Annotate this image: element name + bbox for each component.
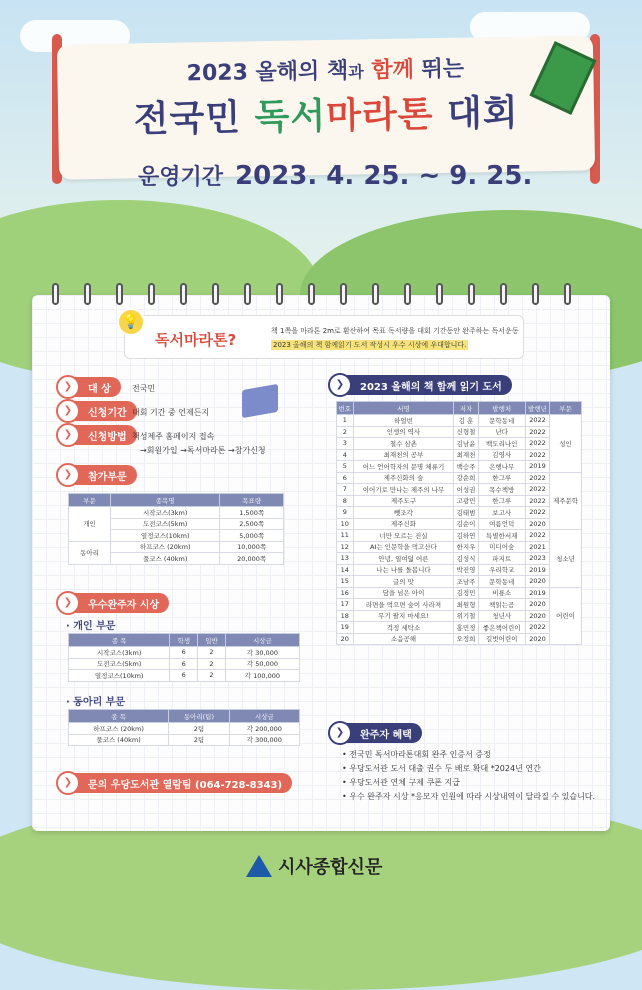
ring [180,283,187,305]
book-row: 10 제주신화 김순이 여름언덕 2020 [337,518,582,530]
book-category: 어린이 [550,587,582,645]
book-row: 4 최재천의 공부 최재천 김영사 2022 [337,449,582,461]
benefits-pill: ❯ 완주자 혜택 [332,723,422,743]
book-row: 13 안녕, 열여덟 어른 김성식 파지트 2023 [337,553,582,565]
method-value-1: 책성제주 홈페이지 접속 [132,432,215,441]
period-value: 대회 기간 중 언제든지 [132,408,210,417]
event-period: 운영기간 2023. 4. 25. ~ 9. 25. [138,161,533,191]
book-category: 제주문학 [550,472,582,530]
books-table: 번호 서명 저자 발행처 발행년 부문 1 하얼빈 김 훈 문학동네 2022 성인 2 인생의 역사 신형철 난다 2022 3 철수 삼촌 김남윤 백도리나인 2022 4 최재천의 공부 최재천 김영사 2022 5 어느 언어학자의 문명 체류기 백승주 은행나무 2019 6 제주신화의 숲 강순희 한그루 2022 제주문학 7 이어기로 만나는 제주의 나무 이성권 목수책방 2022 8 제주도구 고광민 한그루 2022 9 뺏조각 김태범 보고사 2022 10 제주신화 김순이 여름언덕 2020 11 너만 모르는 진실 김하연 특별한서재 2022 청소년 12 AI는 인문학을 먹고산다 한지우 미디어숲 2021 13 안녕, 열여덟 어른 김성식 파지트 2023 14 나는 나를 돌봅니다 박진영 우리학교 2019 15 글의 맛 조남주 문학동네 2020 16 담을 넘은 아이 김정민 비룡소 2019 어린이 17 라면을 먹으면 숲이 사라져 최원형 책읽는곰 2020 18 무기 팔지 마세요! 위기철 청년사 2020 19 걱정 세탁소 홍민정 좋은책어린이 2022 20 소음공해 오정희 길벗어린이 2020 [336,401,582,645]
book-row: 19 걱정 세탁소 홍민정 좋은책어린이 2022 [337,622,582,634]
ring [52,283,59,305]
chevron-icon: ❯ [328,721,352,745]
chevron-icon: ❯ [56,591,80,615]
title-line-2: 전국민 독서마라톤 대회 [133,92,519,141]
ring [340,283,347,305]
book-row: 11 너만 모르는 진실 김하연 특별한서재 2022 청소년 [337,530,582,542]
book-row: 18 무기 팔지 마세요! 위기철 청년사 2020 [337,610,582,622]
benefit-item: • 전국민 독서마라톤대회 완주 인증서 증정 [342,750,491,759]
participation-pill: ❯ 참가부문 [60,465,137,485]
ring [404,283,411,305]
title-banner [57,35,595,179]
books-pill: ❯ 2023 올해의 책 함께 읽기 도서 [332,375,512,395]
logo-mark-icon [246,855,272,877]
personal-awards-title: · 개인 부문 [66,621,116,632]
book-row: 20 소음공해 오정희 길벗어린이 2020 [337,633,582,645]
chevron-icon: ❯ [56,375,80,399]
ring [212,283,219,305]
ring [308,283,315,305]
book-category: 성인 [550,415,582,473]
question-line-1: 책 1쪽을 마라톤 2m로 환산하여 목표 독서량을 대회 기간동안 완주하는 독서운동 [271,327,519,335]
target-value: 전국민 [132,384,156,393]
ring [84,283,91,305]
book-category: 청소년 [550,530,582,588]
book-row: 12 AI는 인문학을 먹고산다 한지우 미디어숲 2021 [337,541,582,553]
chevron-icon: ❯ [56,423,80,447]
ring [372,283,379,305]
chevron-icon: ❯ [328,373,352,397]
book-row: 8 제주도구 고광민 한그루 2022 [337,495,582,507]
ring [468,283,475,305]
ring [532,283,539,305]
book-row: 16 담을 넘은 아이 김정민 비룡소 2019 어린이 [337,587,582,599]
period-pill: ❯ 신청기간 [60,401,137,421]
ring [276,283,283,305]
chevron-icon: ❯ [56,463,80,487]
ring [116,283,123,305]
awards-pill: ❯ 우수완주자 시상 [60,593,169,613]
open-book-icon [242,384,278,418]
notice-paper [32,295,610,831]
book-row: 3 철수 삼촌 김남윤 백도리나인 2022 [337,438,582,450]
personal-awards-table: 종 목 학생 일반 시상금 시작코스(3km) 6 2 각 30,000 도전코스(5km) 6 2 각 50,000 열정코스(10km) 6 2 각 100,000 [68,633,300,682]
chevron-icon: ❯ [56,771,80,795]
ring [244,283,251,305]
publisher-name: 시사종합신문 [278,857,383,878]
book-row: 15 글의 맛 조남주 문학동네 2020 [337,576,582,588]
lightbulb-icon: 💡 [117,308,145,336]
club-awards-table: 종 목 동아리(팀) 시상금 하프코스 (20km) 2팀 각 200,000 풀코스 (40km) 2팀 각 300,000 [68,709,300,746]
book-row: 14 나는 나를 돌봅니다 박진영 우리학교 2019 [337,564,582,576]
method-value-2: →회원가입 →독서마라톤 →참가신청 [140,446,266,455]
ring [436,283,443,305]
benefit-item: • 우수 완주자 시상 *응모자 인원에 따라 시상내역이 달라질 수 있습니다. [342,792,596,801]
method-pill: ❯ 신청방법 [60,425,137,445]
book-row: 17 라면을 먹으면 숲이 사라져 최원형 책읽는곰 2020 [337,599,582,611]
chevron-icon: ❯ [56,399,80,423]
ring [564,283,571,305]
benefit-item: • 우당도서관 연체 구제 쿠폰 지급 [342,778,460,787]
book-row: 6 제주신화의 숲 강순희 한그루 2022 제주문학 [337,472,582,484]
title-line-1: 2023 올해의 책과 함께 뛰는 [186,56,465,87]
publisher-logo [246,851,382,881]
book-row: 5 어느 언어학자의 문명 체류기 백승주 은행나무 2019 [337,461,582,473]
book-row: 7 이어기로 만나는 제주의 나무 이성권 목수책방 2022 [337,484,582,496]
participation-table: 부문 종목명 목표량 개인 시작코스(3km) 1,500쪽 도전코스(5km) 2,500쪽 열정코스(10km) 5,000쪽 동아리 하프코스 (20km) 10,000쪽 풀코스 (40km) 20,000쪽 [68,493,284,565]
contact-pill: ❯ 문의 우당도서관 열람팀 (064-728-8343) [60,773,292,793]
ring [500,283,507,305]
club-awards-title: · 동아리 부문 [66,697,126,708]
book-row: 1 하얼빈 김 훈 문학동네 2022 성인 [337,415,582,427]
target-pill: ❯ 대 상 [60,377,121,397]
ring [148,283,155,305]
question-line-2: 2023 올해의 책 함께읽기 도서 작성시 우수 시상에 우대합니다. [273,341,467,349]
benefit-item: • 우당도서관 도서 대출 권수 두 배로 확대 *2024년 연간 [342,764,541,773]
book-row: 2 인생의 역사 신형철 난다 2022 [337,426,582,438]
book-row: 9 뺏조각 김태범 보고사 2022 [337,507,582,519]
question-box [124,315,524,359]
question-title: 독서마라톤? [155,331,237,349]
